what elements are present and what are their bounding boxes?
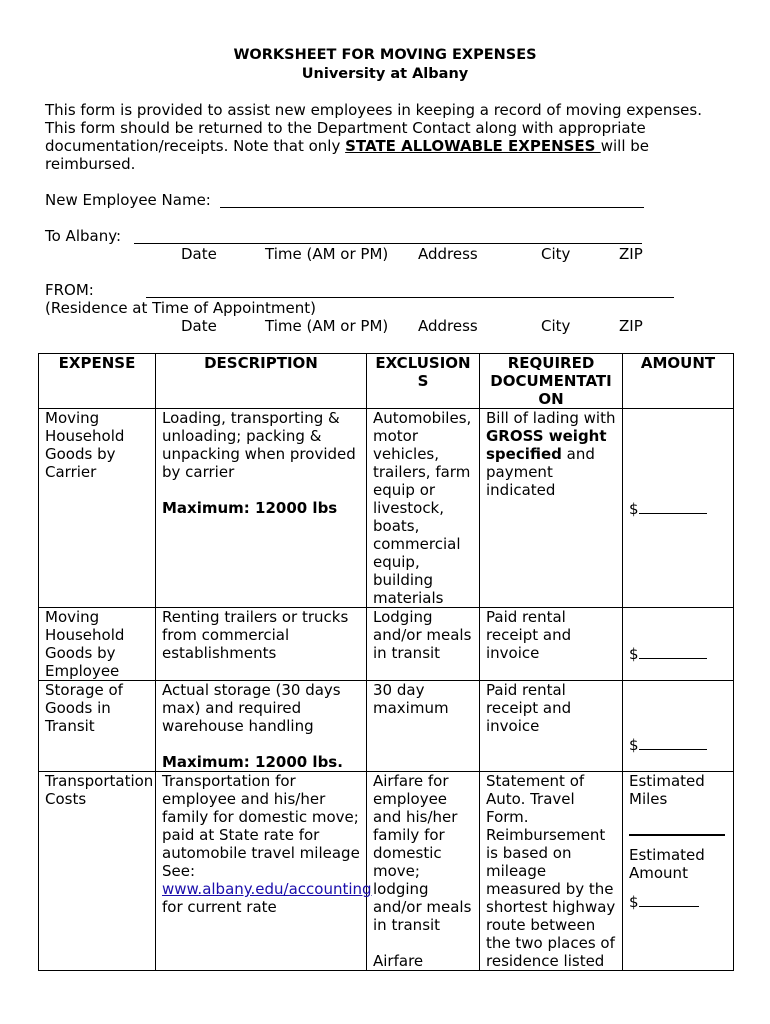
row4-exclusions — [367, 772, 480, 971]
header-req-c: ON — [538, 390, 564, 408]
row1-amount — [623, 409, 734, 608]
row4-est-label: Estimated Amount — [629, 846, 705, 882]
header-documentation — [480, 354, 623, 409]
from-sub-city: City — [541, 317, 571, 335]
row4-miles-label: Estimated Miles — [629, 772, 705, 808]
expense-table — [38, 353, 734, 971]
table-header-row — [39, 354, 734, 409]
row3-description-max: Maximum: 12000 lbs. — [162, 753, 343, 771]
header-description: DESCRIPTION — [156, 354, 367, 409]
row4-exclusions-more: Airfare — [373, 952, 424, 970]
header-amount: AMOUNT — [623, 354, 734, 409]
from-sub-date: Date — [181, 317, 217, 335]
row1-description-max: Maximum: 12000 lbs — [162, 499, 338, 517]
accounting-link[interactable]: www.albany.edu/accounting — [162, 880, 372, 898]
from-sub-zip: ZIP — [619, 317, 643, 335]
row1-description-text: Loading, transporting & unloading; packing & unpacking when provided by carrier — [162, 409, 356, 481]
row2-description: Renting trailers or trucks from commercial establishments — [156, 608, 367, 681]
header-req-a: REQUIRED — [507, 354, 595, 372]
row4-amount-symbol: $ — [629, 893, 639, 911]
header-req-b: DOCUMENTATI — [490, 372, 612, 390]
from-sub-time: Time (AM or PM) — [265, 317, 389, 335]
from-label: FROM: — [45, 281, 94, 299]
row1-amount-field[interactable] — [639, 499, 707, 514]
from-sub-address: Address — [418, 317, 478, 335]
to-albany-label: To Albany: — [45, 227, 122, 245]
header-exclusions — [367, 354, 480, 409]
row2-amount-field[interactable] — [639, 644, 707, 659]
row1-amount-symbol: $ — [629, 500, 639, 518]
row2-amount-symbol: $ — [629, 645, 639, 663]
row4-description-text: Transportation for employee and his/her family for domestic move; paid at State rate for automobile travel mileage — [162, 772, 360, 862]
row2-expense: Moving Household Goods by Employee — [39, 608, 156, 681]
table-row — [39, 608, 734, 681]
row3-amount-symbol: $ — [629, 736, 639, 754]
from-field[interactable] — [146, 297, 674, 298]
row2-documentation: Paid rental receipt and invoice — [480, 608, 623, 681]
row3-description-text: Actual storage (30 days max) and required warehouse handling — [162, 681, 341, 735]
row3-description — [156, 681, 367, 772]
to-sub-zip: ZIP — [619, 245, 643, 263]
table-row — [39, 681, 734, 772]
row3-exclusions: 30 day maximum — [367, 681, 480, 772]
row4-amount-field[interactable] — [639, 892, 699, 907]
header-expense: EXPENSE — [39, 354, 156, 409]
employee-name-label: New Employee Name: — [45, 191, 211, 209]
row2-amount — [623, 608, 734, 681]
to-sub-city: City — [541, 245, 571, 263]
page-title: WORKSHEET FOR MOVING EXPENSES — [233, 47, 537, 63]
row1-description — [156, 409, 367, 608]
row4-exclusions-text: Airfare for employee and his/her family for domestic move; lodging and/or meals in transit — [373, 772, 472, 934]
intro-emphasis: STATE ALLOWABLE EXPENSES — [345, 137, 601, 155]
intro-text-2: will be reimbursed. — [45, 137, 650, 173]
row1-exclusions: Automobiles, motor vehicles, trailers, farm equip or livestock, boats, commercial equip, building materials — [367, 409, 480, 608]
employee-name-field[interactable] — [220, 207, 644, 208]
row4-see-label: See: — [162, 862, 196, 880]
intro-text-1: This form is provided to assist new employees in keeping a record of moving expenses. This form should be returned to the Department Contact along with appropriate documentation/receipts. Note that only — [45, 101, 702, 155]
header-exclusions-b: S — [417, 372, 429, 390]
row3-expense: Storage of Goods in Transit — [39, 681, 156, 772]
row3-amount-field[interactable] — [639, 735, 707, 750]
header-exclusions-a: EXCLUSION — [375, 354, 471, 372]
row1-documentation — [480, 409, 623, 608]
row2-exclusions: Lodging and/or meals in transit — [367, 608, 480, 681]
table-row — [39, 409, 734, 608]
row3-documentation: Paid rental receipt and invoice — [480, 681, 623, 772]
row1-doc-pre: Bill of lading with — [486, 409, 616, 427]
row3-amount — [623, 681, 734, 772]
table-row — [39, 772, 734, 971]
to-albany-field[interactable] — [134, 243, 642, 244]
row1-doc-post: and payment indicated — [486, 445, 595, 499]
page-subtitle: University at Albany — [301, 66, 469, 82]
row4-description — [156, 772, 372, 971]
row4-amount — [623, 772, 734, 971]
row4-miles-field[interactable] — [629, 820, 725, 836]
intro-paragraph — [45, 101, 735, 173]
to-sub-time: Time (AM or PM) — [265, 245, 389, 263]
row4-documentation: Statement of Auto. Travel Form. Reimbursement is based on mileage measured by the shortest highway route between the two places of residence listed — [480, 772, 623, 971]
to-sub-address: Address — [418, 245, 478, 263]
row4-link-line — [162, 880, 372, 916]
row1-doc-bold: GROSS weight specified — [486, 427, 607, 463]
row4-expense: Transportation Costs — [39, 772, 156, 971]
row1-expense: Moving Household Goods by Carrier — [39, 409, 156, 608]
row4-link-suffix: for current rate — [162, 898, 277, 916]
from-sub-label: (Residence at Time of Appointment) — [45, 299, 316, 317]
to-sub-date: Date — [181, 245, 217, 263]
